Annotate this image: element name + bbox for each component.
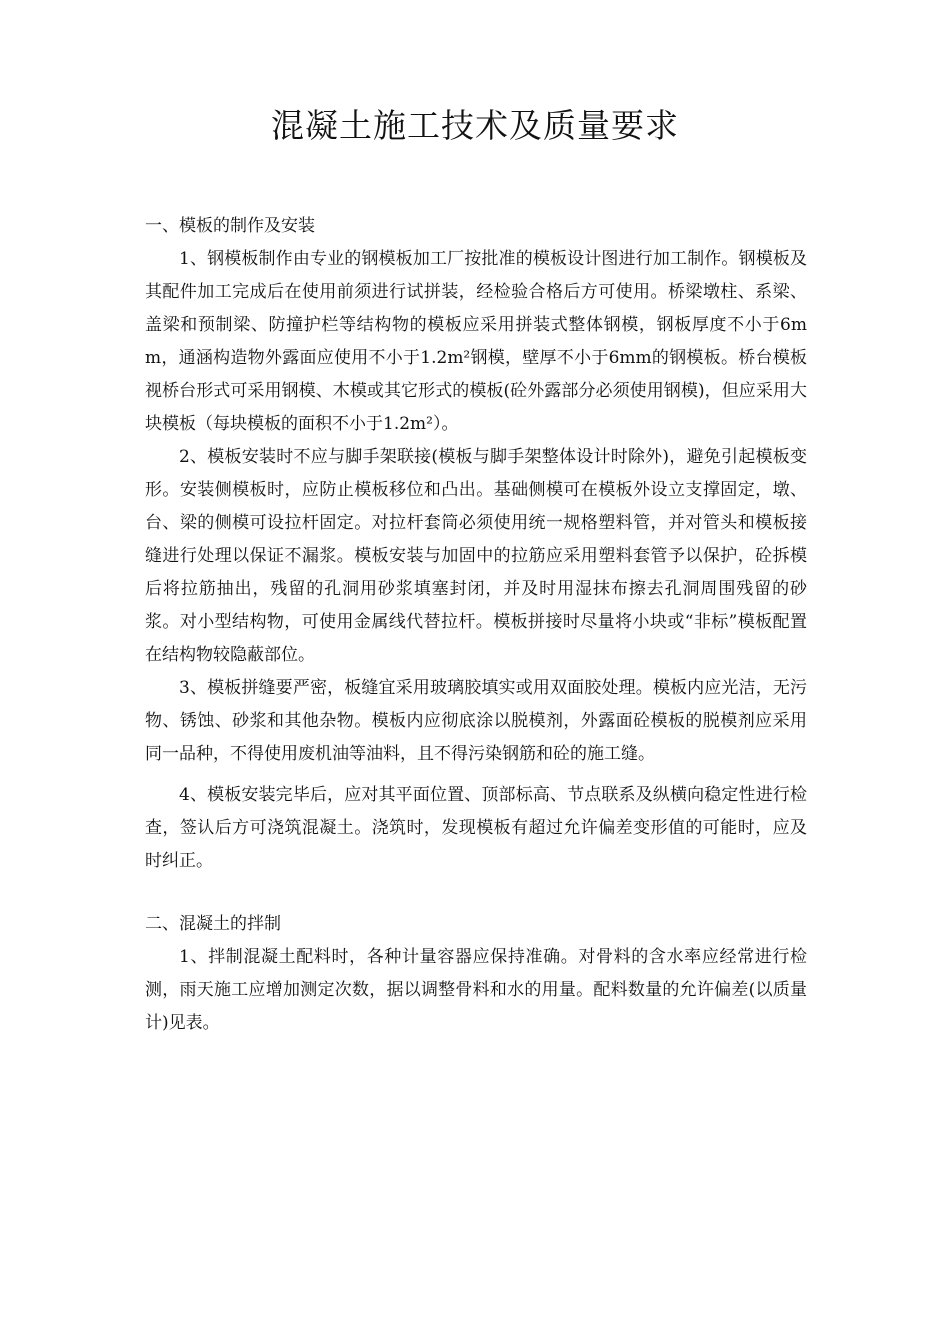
paragraph: 1、拌制混凝土配料时，各种计量容器应保持准确。对骨料的含水率应经常进行检测，雨天施工应增加测定次数，据以调整骨料和水的用量。配料数量的允许偏差(以质量计)见表。 [145, 947, 807, 1033]
section-spacer [145, 878, 807, 908]
paragraph-spacer [145, 771, 807, 779]
document-title: 混凝土施工技术及质量要求 [271, 106, 679, 145]
section-heading: 二、混凝土的拌制 [145, 914, 281, 934]
paragraph: 1、钢模板制作由专业的钢模板加工厂按批准的模板设计图进行加工制作。钢模板及其配件加工完成后在使用前须进行试拼装，经检验合格后方可使用。桥梁墩柱、系梁、盖梁和预制梁、防撞护栏等结构物的模板应采用拼装式整体钢模，钢板厚度不小于6mm，通涵构造物外露面应使用不小于1.2m²钢模，壁厚不小于6mm的钢模板。桥台模板视桥台形式可采用钢模、木模或其它形式的模板(砼外露部分必须使用钢模)，但应采用大块模板（每块模板的面积不小于1.2m²）。 [145, 249, 807, 434]
paragraph: 2、模板安装时不应与脚手架联接(模板与脚手架整体设计时除外)，避免引起模板变形。安装侧模板时，应防止模板移位和凸出。基础侧模可在模板外设立支撑固定，墩、台、梁的侧模可设拉杆固定。对拉杆套筒必须使用统一规格塑料管，并对管头和模板接缝进行处理以保证不漏浆。模板安装与加固中的拉筋应采用塑料套管予以保护，砼拆模后将拉筋抽出，残留的孔洞用砂浆填塞封闭，并及时用湿抹布擦去孔洞周围残留的砂浆。对小型结构物，可使用金属线代替拉杆。模板拼接时尽量将小块或“非标”模板配置在结构物较隐蔽部位。 [145, 447, 807, 665]
paragraph: 4、模板安装完毕后，应对其平面位置、顶部标高、节点联系及纵横向稳定性进行检查，签认后方可浇筑混凝土。浇筑时，发现模板有超过允许偏差变形值的可能时，应及时纠正。 [145, 785, 807, 871]
paragraph: 3、模板拼缝要严密，板缝宜采用玻璃胶填实或用双面胶处理。模板内应光洁，无污物、锈蚀、砂浆和其他杂物。模板内应彻底涂以脱模剂，外露面砼模板的脱模剂应采用同一品种，不得使用废机油等油料，且不得污染钢筋和砼的施工缝。 [145, 678, 807, 764]
section-heading: 一、模板的制作及安装 [145, 216, 315, 236]
document-body [145, 210, 807, 1040]
